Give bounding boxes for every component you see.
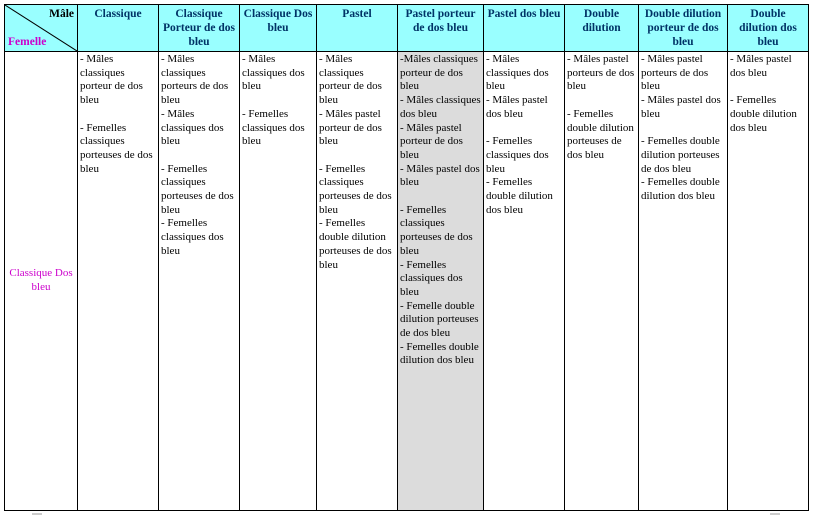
female-offspring-entry: - Femelles double dilution porteuses de dos bleu	[567, 107, 634, 161]
result-cell	[159, 52, 240, 511]
female-offspring-entry: - Femelles double dilution dos bleu	[641, 176, 720, 203]
spacer	[400, 190, 481, 204]
spacer	[567, 94, 636, 108]
header-row	[5, 5, 809, 52]
result-cell	[639, 52, 728, 511]
female-offspring-entry: - Femelles classiques dos bleu	[161, 217, 224, 257]
male-offspring-entry: - Mâles classiques dos bleu	[161, 107, 224, 148]
female-offspring-entry: - Femelles classiques dos bleu	[400, 258, 463, 298]
spacer	[641, 122, 725, 136]
spacer	[80, 108, 156, 122]
spacer	[730, 80, 806, 94]
column-header-classique-dos-bleu: Classique Dos bleu	[240, 5, 317, 52]
female-offspring-entry: - Femelles classiques porteuses de dos bleu	[400, 203, 473, 257]
female-offspring-entry: - Femelles double dilution porteuses de dos bleu	[319, 217, 392, 271]
female-offspring-entry: - Femelles classiques dos bleu	[242, 107, 305, 148]
male-offspring-entry: - Mâles classiques porteurs de dos bleu	[161, 53, 229, 107]
male-offspring-entry: - Mâles pastel porteur de dos bleu	[400, 121, 463, 161]
male-offspring-entry: - Mâles pastel dos bleu	[641, 94, 721, 120]
female-offspring-entry: - Femelles classiques porteuses de dos bleu	[161, 162, 234, 216]
genetics-cross-table	[4, 4, 809, 511]
result-cell-highlighted	[398, 52, 484, 511]
column-header-pastel-porteur: Pastel porteur de dos bleu	[398, 5, 484, 52]
result-cell	[728, 52, 809, 511]
female-offspring-entry: - Femelles classiques dos bleu	[486, 135, 549, 175]
result-cell	[240, 52, 317, 511]
male-offspring-entry: - Mâles pastel porteur de dos bleu	[319, 107, 382, 148]
female-axis-label: Femelle	[8, 36, 47, 48]
table-row	[5, 52, 809, 511]
male-offspring-entry: - Mâles pastel porteurs de dos bleu	[567, 53, 635, 93]
column-header-double-dilution: Double dilution	[565, 5, 639, 52]
decorative-mark	[32, 513, 42, 515]
female-offspring-entry: - Femelles double dilution porteuses de dos bleu	[641, 135, 720, 175]
female-offspring-entry: - Femelles double dilution dos bleu	[730, 94, 797, 134]
male-offspring-entry: - Mâles pastel porteurs de dos bleu	[641, 53, 709, 93]
column-header-classique: Classique	[78, 5, 159, 52]
spacer	[242, 94, 314, 108]
male-axis-label: Mâle	[49, 8, 74, 20]
male-offspring-entry: - Mâles pastel dos bleu	[486, 94, 548, 120]
result-cell	[78, 52, 159, 511]
column-header-double-dilution-porteur: Double dilution porteur de dos bleu	[639, 5, 728, 52]
female-offspring-entry: - Femelle double dilution porteuses de dos bleu	[400, 299, 479, 340]
result-cell	[484, 52, 565, 511]
female-offspring-entry: - Femelles double dilution dos bleu	[400, 340, 479, 367]
male-offspring-entry: - Mâles classiques porteur de dos bleu	[319, 53, 382, 107]
male-offspring-entry: -Mâles classiques porteur de dos bleu	[400, 53, 478, 93]
column-header-double-dilution-dos-bleu: Double dilution dos bleu	[728, 5, 809, 52]
spacer	[161, 149, 237, 163]
female-offspring-entry: - Femelles classiques porteuses de dos bleu	[319, 162, 392, 216]
result-cell	[565, 52, 639, 511]
spacer	[486, 122, 562, 136]
decorative-mark	[770, 513, 780, 515]
male-offspring-entry: - Mâles classiques dos bleu	[242, 53, 305, 93]
male-offspring-entry: - Mâles pastel dos bleu	[400, 162, 480, 189]
column-header-pastel: Pastel	[317, 5, 398, 52]
male-offspring-entry: - Mâles classiques dos bleu	[486, 53, 549, 93]
male-offspring-entry: - Mâles classiques dos bleu	[400, 94, 481, 120]
column-header-classique-porteur: Classique Porteur de dos bleu	[159, 5, 240, 52]
corner-cell	[5, 5, 78, 52]
result-cell	[317, 52, 398, 511]
female-offspring-entry: - Femelles classiques porteuses de dos bleu	[80, 121, 153, 175]
spacer	[319, 149, 395, 163]
row-header-classique-dos-bleu: Classique Dos bleu	[5, 52, 78, 511]
male-offspring-entry: - Mâles classiques porteur de dos bleu	[80, 53, 143, 107]
male-offspring-entry: - Mâles pastel dos bleu	[730, 53, 792, 79]
column-header-pastel-dos-bleu: Pastel dos bleu	[484, 5, 565, 52]
female-offspring-entry: - Femelles double dilution dos bleu	[486, 176, 553, 216]
